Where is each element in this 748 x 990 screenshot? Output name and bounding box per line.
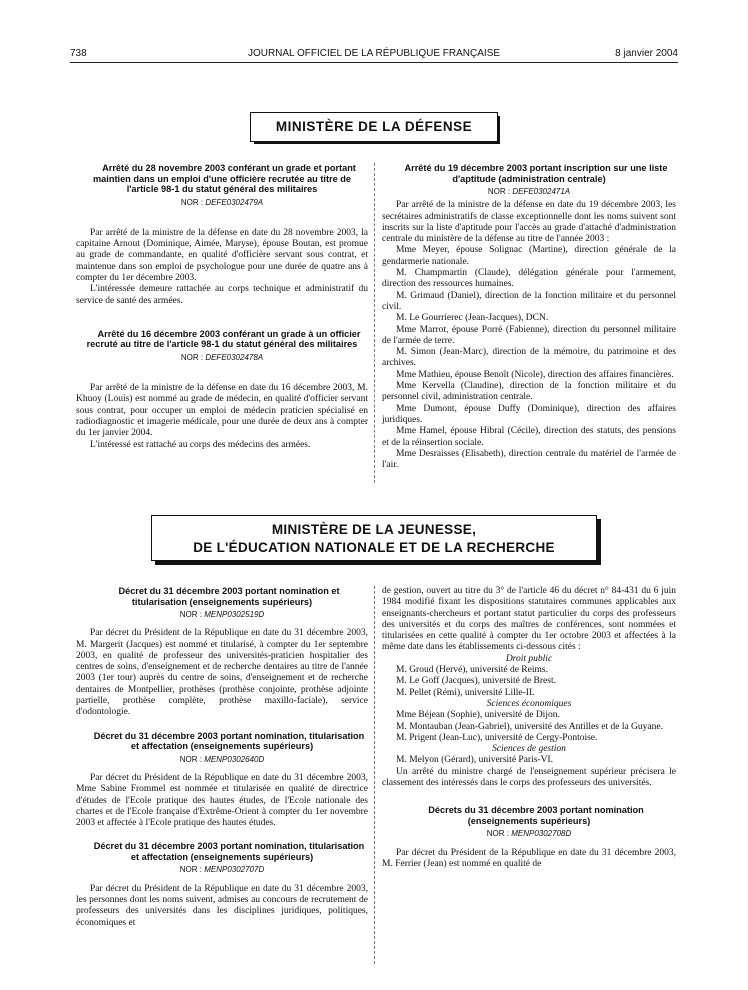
list-item: M. Groud (Hervé), université de Reims. xyxy=(396,665,548,676)
list-item: M. Montauban (Jean-Gabriel), université des Antilles et de la Guyane. xyxy=(396,721,663,732)
paragraph: Un arrêté du ministre chargé de l'enseignement supérieur précisera le classement des intéressés dans le corps des professeurs des universités. xyxy=(382,766,676,789)
nor-line: NOR : DEFE0302479A xyxy=(180,197,264,207)
nor-line: NOR : MENP0302519D xyxy=(179,610,265,619)
list-item: Mme Meyer, épouse Solignac (Martine), direction générale de la gendarmerie nationale. xyxy=(382,245,676,267)
paragraph: Par arrêté de la ministre de la défense en date du 16 décembre 2003, M. Khuoy (Louis) est nommé au grade de médecin, en qualité d'officier servant sous contrat, pour occuper un emploi de médecin praticien spécialisé en radiodiagnostic et imagerie médicale, pour une durée de deux ans à compter du 1er janvier 2004. xyxy=(76,383,368,439)
journal-title: JOURNAL OFFICIEL DE LA RÉPUBLIQUE FRANÇAISE xyxy=(247,48,501,59)
arrete-title: Arrêté du 19 décembre 2003 portant inscription sur une liste d'aptitude (administration centrale) xyxy=(404,163,668,184)
list-item: Mme Béjean (Sophie), université de Dijon. xyxy=(396,710,560,721)
column-left-bottom xyxy=(76,586,368,929)
page-number: 738 xyxy=(70,48,87,59)
section-heading: Droit public xyxy=(505,653,553,664)
list-item: Mme Hamel, épouse Hibral (Cécile), direction des statuts, des pensions et de la réinsertion sociale. xyxy=(382,426,676,448)
header-rule xyxy=(70,62,678,63)
list-item: Mme Marrot, épouse Porré (Fabienne), direction du personnel militaire de l'armée de terre. xyxy=(382,324,676,346)
arrete-title: Arrêté du 28 novembre 2003 conférant un grade et portant maintien dans un emploi d'une officière recrutée au titre de l'article 98-1 du statut général des militaires xyxy=(93,163,356,194)
column-right-bottom xyxy=(382,586,676,870)
section-title-defense: MINISTÈRE DE LA DÉFENSE xyxy=(250,112,498,142)
decret-title: Décret du 31 décembre 2003 portant nomination, titularisation et affectation (enseignements supérieurs) xyxy=(93,730,365,752)
list-item: M. Simon (Jean-Marc), direction de la mémoire, du patrimoine et des archives. xyxy=(382,347,676,369)
arrete-title: Arrêté du 16 décembre 2003 conférant un grade à un officier recruté au titre de l'article 98-1 du statut général des militaires xyxy=(86,328,361,350)
paragraph: Par arrêté de la ministre de la défense en date du 28 novembre 2003, la capitaine Arnout (Dominique, Aimée, Maryse), épouse Boutan, est promue au grade de commandante, en qualité d'officière servant sous contrat, et maintenue dans son emploi de psychologue pour une durée de quatre ans à compter du 1er décembre 2003. xyxy=(76,227,368,283)
column-right-top xyxy=(382,163,676,471)
list-item: M. Le Gourrierec (Jean-Jacques), DCN. xyxy=(396,313,549,324)
list-item: Mme Desraisses (Elisabeth), direction centrale du matériel de l'armée de l'air. xyxy=(382,448,676,471)
list-item: Mme Kervella (Claudine), direction de la fonction militaire et du personnel civil, administration centrale. xyxy=(382,381,676,403)
section-title-line: DE L'ÉDUCATION NATIONALE ET DE LA RECHERCHE xyxy=(193,540,555,555)
decret-title: Décret du 31 décembre 2003 portant nomination, titularisation et affectation (enseignements supérieurs) xyxy=(93,841,365,862)
list-item: Mme Mathieu, épouse Benoît (Nicole), direction des affaires financières. xyxy=(396,369,674,380)
paragraph: Par décret du Président de la République en date du 31 décembre 2003, les personnes dont les noms suivent, admises au concours de recrutement de professeurs des universités dans les disciplines juridiques, politiques, économiques et xyxy=(76,883,368,928)
nor-line: NOR : DEFE0302478A xyxy=(180,352,264,362)
paragraph: L'intéressée demeure rattachée au corps technique et administratif du service de santé des armées. xyxy=(76,284,368,306)
list-item: M. Melyon (Gérard), université Paris-VI. xyxy=(396,755,553,766)
section-heading: Sciences de gestion xyxy=(492,744,566,755)
nor-line: NOR : DEFE0302471A xyxy=(487,187,571,196)
list-item: M. Pellet (Rémi), université Lille-II. xyxy=(396,687,535,698)
paragraph: L'intéressé est rattaché au corps des médecins des armées. xyxy=(90,439,311,450)
nor-line: NOR : MENP0302708D xyxy=(486,829,572,839)
paragraph: Par décret du Président de la République en date du 31 décembre 2003, M. Margerit (Jacques) est nommé et titularisé, à compter du 1er septembre 2003, en qualité de professeur des universités-praticien hospitalier des centres de soins, d'enseignement et de recherche dentaires au titre de l'année 2003 (1er tour) auprès du centre de soins, d'enseignement et de recherche dentaires de Montpellier, prothèses (prothèse conjointe, prothèse adjointe partielle, prothèse complète, prothèse maxillo-faciale), service d'odontologie. xyxy=(76,628,368,718)
list-item: M. Champmartin (Claude), délégation générale pour l'armement, direction des ressources humaines. xyxy=(382,268,676,290)
nor-line: NOR : MENP0302640D xyxy=(179,754,265,764)
page-header xyxy=(70,48,678,62)
issue-date: 8 janvier 2004 xyxy=(615,48,678,59)
nor-line: NOR : MENP0302707D xyxy=(179,865,265,875)
list-item: Mme Dumont, épouse Duffy (Dominique), direction des affaires juridiques. xyxy=(382,403,676,425)
section-heading: Sciences économiques xyxy=(486,698,572,709)
column-left-top xyxy=(76,163,368,451)
column-divider xyxy=(374,586,375,964)
paragraph: Par décret du Président de la République en date du 31 décembre 2003, Mme Sabine Frommel est nommée et titularisée en qualité de directrice d'études de l'Ecole pratique des hautes études, de l'Ecole nationale des chartes et de l'Ecole française d'Extrême-Orient à compter du 1er novembre 2003 et affectée à l'Ecole pratique des hautes études. xyxy=(76,772,368,829)
paragraph: Par décret du Président de la République en date du 31 décembre 2003, M. Ferrier (Jean) est nommé en qualité de xyxy=(382,847,676,869)
paragraph: de gestion, ouvert au titre du 3° de l'article 46 du décret n° 84-431 du 6 juin 1984 modifié fixant les dispositions statutaires communes applicables aux enseignants-chercheurs et portant statut particulier du corps des professeurs des universités et du corps des maîtres de conférences, sont nommées et titularisées en cette qualité à compter du 1er octobre 2003 et affectées à la même date dans les établissements ci-dessous cités : xyxy=(382,586,676,653)
list-item: M. Grimaud (Daniel), direction de la fonction militaire et du personnel civil. xyxy=(382,290,676,312)
column-divider xyxy=(374,163,375,483)
list-item: M. Le Goff (Jacques), université de Brest. xyxy=(396,676,556,687)
section-title-jeunesse xyxy=(151,515,597,561)
section-title-line: MINISTÈRE DE LA JEUNESSE, xyxy=(271,522,477,537)
decret-title: Décrets du 31 décembre 2003 portant nomination (enseignements supérieurs) xyxy=(428,805,644,826)
list-item: M. Prigent (Jean-Luc), université de Cergy-Pontoise. xyxy=(396,732,598,743)
paragraph: Par arrêté de la ministre de la défense en date du 19 décembre 2003, les secrétaires administratifs de classe exceptionnelle dont les noms suivent sont inscrits sur la liste d'aptitude pour l'accès au grade d'attaché d'administration centrale du ministère de la défense au titre de l'année 2003 : xyxy=(382,200,676,245)
decret-title: Décret du 31 décembre 2003 portant nomination et titularisation (enseignements supérieurs) xyxy=(118,586,340,607)
